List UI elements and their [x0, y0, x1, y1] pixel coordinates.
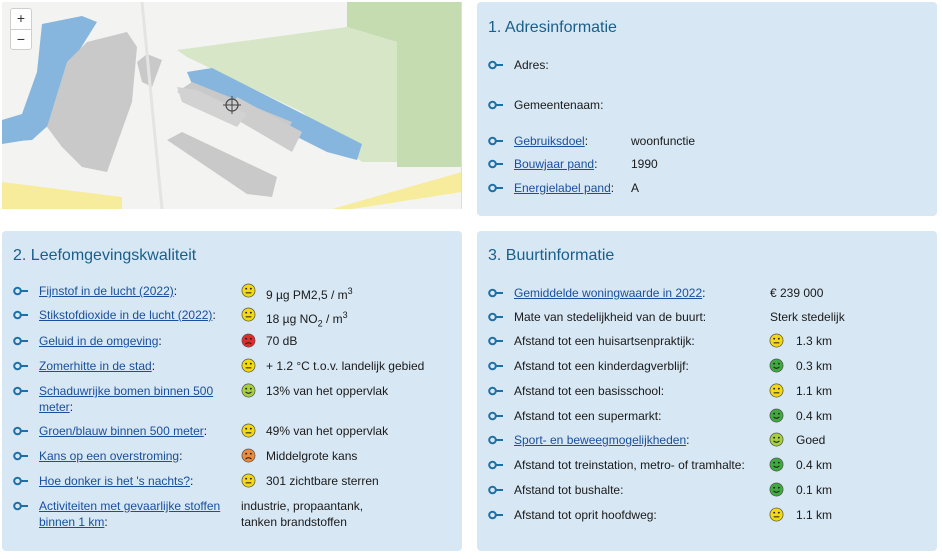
bullet-arrow-icon	[488, 312, 503, 322]
rating-neutral-icon	[241, 283, 256, 298]
map-canvas[interactable]	[2, 2, 462, 209]
row-label	[39, 498, 224, 530]
neighbourhood-value: 0.1 km	[796, 483, 833, 497]
label-text: Afstand tot een huisartsenpraktijk:	[514, 334, 695, 348]
info-link[interactable]: Gebruiksdoel	[514, 134, 585, 148]
rating-neutral-icon	[241, 307, 256, 322]
living-quality-value	[266, 333, 297, 349]
bullet-arrow-icon	[488, 361, 503, 371]
label-suffix: :	[190, 474, 194, 488]
value-text: 13% van het oppervlak	[266, 384, 389, 398]
row-label	[514, 309, 764, 325]
row-label	[39, 283, 224, 299]
neighbourhood-value: 0.3 km	[796, 359, 833, 373]
info-link[interactable]: Groen/blauw binnen 500 meter	[39, 424, 204, 438]
location-map[interactable]	[2, 2, 462, 209]
row-label	[514, 180, 614, 196]
row-label	[514, 383, 764, 399]
row-label	[39, 333, 224, 349]
neighbourhood-value: 1.3 km	[796, 334, 833, 348]
neighbourhood-value: 1.1 km	[796, 508, 833, 522]
bullet-arrow-icon	[488, 136, 503, 146]
zoom-control	[10, 8, 32, 50]
value-text: 18 µg NO	[266, 312, 318, 326]
living-quality-value	[266, 358, 424, 374]
living-quality-value	[266, 383, 388, 399]
info-link[interactable]: Energielabel pand	[514, 181, 611, 195]
info-link[interactable]: Bouwjaar pand	[514, 157, 595, 171]
bullet-arrow-icon	[488, 386, 503, 396]
row-label	[39, 423, 224, 439]
info-link[interactable]: Activiteiten met gevaarlijke stoffen binnen 1 km	[39, 499, 221, 529]
label-text: Afstand tot bushalte:	[514, 483, 624, 497]
label-suffix: :	[686, 433, 690, 447]
info-link[interactable]: Stikstofdioxide in de lucht (2022)	[39, 308, 213, 322]
value-superscript: 3	[342, 310, 348, 320]
value-subscript: 2	[317, 318, 323, 329]
row-label	[514, 333, 764, 349]
row-label	[39, 473, 224, 489]
label-text: Afstand tot een kinderdagverblijf:	[514, 359, 689, 373]
living-quality-title: 2. Leefomgevingskwaliteit	[13, 247, 197, 264]
living-quality-value	[266, 307, 348, 331]
row-label	[514, 97, 603, 113]
value-text: 49% van het oppervlak	[266, 424, 389, 438]
living-quality-panel	[2, 231, 462, 551]
address-info-title: 1. Adresinformatie	[488, 19, 617, 36]
label-text: Afstand tot een supermarkt:	[514, 409, 662, 423]
info-link[interactable]: Geluid in de omgeving	[39, 334, 159, 348]
label-suffix: :	[151, 359, 156, 373]
info-link[interactable]: Zomerhitte in de stad	[39, 359, 152, 373]
label-suffix: :	[702, 286, 706, 300]
row-label	[39, 448, 224, 464]
bullet-arrow-icon	[13, 386, 28, 396]
bullet-arrow-icon	[13, 426, 28, 436]
bullet-arrow-icon	[488, 435, 503, 445]
info-link[interactable]: Kans op een overstroming	[39, 449, 180, 463]
bullet-arrow-icon	[13, 336, 28, 346]
neighbourhood-value: Sterk stedelijk	[770, 310, 845, 324]
neighbourhood-value: 0.4 km	[796, 409, 833, 423]
label-suffix: :	[173, 284, 178, 298]
neighbourhood-value: Goed	[796, 433, 826, 447]
bullet-arrow-icon	[13, 361, 28, 371]
row-label	[514, 457, 764, 473]
living-quality-value	[266, 448, 357, 464]
bullet-arrow-icon	[488, 159, 503, 169]
info-link[interactable]: Schaduwrijke bomen binnen 500 meter	[39, 384, 214, 414]
bullet-arrow-icon	[488, 288, 503, 298]
value-text: 9 µg PM2,5 / m	[266, 288, 348, 302]
label-suffix: :	[104, 515, 108, 529]
row-label	[514, 156, 597, 172]
rating-good-icon	[769, 358, 784, 373]
bullet-arrow-icon	[488, 183, 503, 193]
info-link[interactable]: Hoe donker is het 's nachts?	[39, 474, 191, 488]
rating-neutral-icon	[241, 358, 256, 373]
living-quality-value	[241, 498, 391, 530]
address-info-panel	[477, 2, 937, 216]
label-suffix: :	[600, 98, 604, 112]
rating-fair-icon	[241, 383, 256, 398]
rating-bad-icon	[241, 333, 256, 348]
row-label	[39, 307, 224, 323]
neighbourhood-info-title: 3. Buurtinformatie	[488, 247, 615, 264]
zoom-out-button[interactable]: −	[11, 29, 31, 49]
neighbourhood-value: 1.1 km	[796, 384, 833, 398]
rating-neutral-icon	[241, 473, 256, 488]
bullet-arrow-icon	[488, 485, 503, 495]
value-superscript: 3	[347, 286, 353, 296]
label-text: Afstand tot treinstation, metro- of tramhalte:	[514, 458, 745, 472]
info-link[interactable]: Fijnstof in de lucht (2022)	[39, 284, 174, 298]
bullet-arrow-icon	[13, 476, 28, 486]
address-value: woonfunctie	[631, 134, 696, 148]
value-text: + 1.2 °C t.o.v. landelijk gebied	[266, 359, 425, 373]
row-label	[514, 57, 549, 73]
living-quality-value	[266, 283, 353, 303]
label-text: Afstand tot oprit hoofdweg:	[514, 508, 657, 522]
label-text: Afstand tot een basisschool:	[514, 384, 665, 398]
row-label	[514, 482, 764, 498]
bullet-arrow-icon	[13, 451, 28, 461]
bullet-arrow-icon	[13, 286, 28, 296]
bullet-arrow-icon	[13, 310, 28, 320]
label-text: Mate van stedelijkheid van de buurt:	[514, 310, 707, 324]
rating-fair-icon	[769, 432, 784, 447]
info-link[interactable]: Sport- en beweegmogelijkheden	[514, 433, 687, 447]
bullet-arrow-icon	[488, 100, 503, 110]
bullet-arrow-icon	[488, 60, 503, 70]
row-label	[39, 358, 224, 374]
row-label	[514, 507, 764, 523]
row-label	[39, 383, 224, 415]
neighbourhood-value: € 239 000	[770, 286, 824, 300]
living-quality-value	[266, 423, 388, 439]
value-text: Middelgrote kans	[266, 449, 358, 463]
value-text: industrie, propaantank, tanken brandstoffen	[241, 499, 364, 529]
address-value: A	[631, 181, 640, 195]
label-suffix: :	[69, 400, 74, 414]
value-text: 70 dB	[266, 334, 298, 348]
label-suffix: :	[584, 134, 589, 148]
label-suffix: :	[179, 449, 183, 463]
row-label	[514, 408, 764, 424]
rating-neutral-icon	[769, 383, 784, 398]
rating-good-icon	[769, 408, 784, 423]
living-quality-value	[266, 473, 379, 489]
rating-good-icon	[769, 457, 784, 472]
rating-poor-icon	[241, 448, 256, 463]
zoom-in-button[interactable]: +	[16, 10, 26, 26]
neighbourhood-info-panel	[477, 231, 937, 551]
label-suffix: :	[212, 308, 216, 322]
rating-neutral-icon	[769, 333, 784, 348]
label-suffix: :	[545, 58, 549, 72]
rating-neutral-icon	[241, 423, 256, 438]
row-label	[514, 285, 764, 301]
bullet-arrow-icon	[488, 460, 503, 470]
rating-neutral-icon	[769, 507, 784, 522]
label-text: Gemeentenaam	[514, 98, 601, 112]
info-link[interactable]: Gemiddelde woningwaarde in 2022	[514, 286, 703, 300]
label-suffix: :	[594, 157, 598, 171]
bullet-arrow-icon	[13, 501, 28, 511]
address-value: 1990	[631, 157, 658, 171]
value-text-2: / m	[322, 312, 343, 326]
label-text: Adres	[514, 58, 546, 72]
row-label	[514, 133, 588, 149]
label-suffix: :	[203, 424, 208, 438]
label-suffix: :	[610, 181, 615, 195]
bullet-arrow-icon	[488, 510, 503, 520]
value-text: 301 zichtbare sterren	[266, 474, 379, 488]
row-label	[514, 432, 764, 448]
neighbourhood-value: 0.4 km	[796, 458, 833, 472]
row-label	[514, 358, 764, 374]
label-suffix: :	[158, 334, 162, 348]
bullet-arrow-icon	[488, 336, 503, 346]
bullet-arrow-icon	[488, 411, 503, 421]
rating-good-icon	[769, 482, 784, 497]
